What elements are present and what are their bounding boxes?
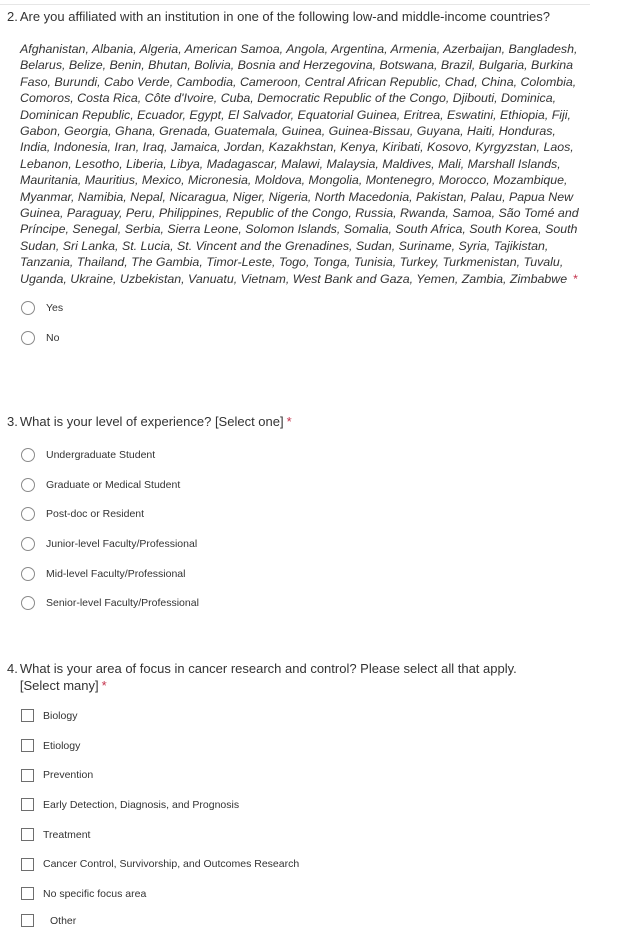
country-list-text: Afghanistan, Albania, Algeria, American Samoa, Angola, Argentina, Armenia, Azerbaijan, Bangladesh, Belarus, Belize, Benin, Bhutan, Bolivia, Bosnia and Herzegovina, Botswana, Brazil, Bulgaria, Burkina Faso, Burundi, Cabo Verde, Cambodia, Cameroon, Central African Republic, Chad, China, Colombia, Comoros, Costa Rica, Côte d'Ivoire, Cuba, Democratic Republic of the Congo, Djibouti, Dominica, Dominican Republic, Ecuador, Egypt, El Salvador, Equatorial Guinea, Eritrea, Eswatini, Ethiopia, Fiji, Gabon, Georgia, Ghana, Grenada, Guatemala, Guinea, Guinea-Bissau, Guyana, Haiti, Honduras, India, Indonesia, Iran, Iraq, Jamaica, Jordan, Kazakhstan, Kenya, Kiribati, Kosovo, Kyrgyzstan, Laos, Lebanon, Lesotho, Liberia, Libya, Madagascar, Malawi, Malaysia, Maldives, Mali, Marshall Islands, Mauritania, Mauritius, Mexico, Micronesia, Moldova, Mongolia, Montenegro, Morocco, Mozambique, Myanmar, Namibia, Nepal, Nicaragua, Niger, Nigeria, North Macedonia, Pakistan, Palau, Papua New Guinea, Paraguay, Peru, Philippines, Republic of the Congo, Russia, Rwanda, Samoa, São Tomé and Príncipe, Senegal, Serbia, Sierra Leone, Solomon Islands, Somalia, South Africa, South Korea, South Sudan, Sri Lanka, St. Lucia, St. Vincent and the Grenadines, Sudan, Suriname, Syria, Tajikistan, Tanzania, Thailand, The Gambia, Timor-Leste, Togo, Tonga, Tunisia, Turkey, Turkmenistan, Tuvalu, Uganda, Ukraine, Uzbekistan, Vanuatu, Vietnam, West Bank and Gaza, Yemen, Zambia, Zimbabwe	[20, 42, 579, 286]
radio-button[interactable]	[21, 507, 35, 521]
radio-button[interactable]	[21, 567, 35, 581]
option-label: Cancer Control, Survivorship, and Outcomes Research	[43, 858, 300, 871]
option-no-specific-focus[interactable]	[21, 879, 634, 909]
radio-button[interactable]	[21, 537, 35, 551]
option-label: Mid-level Faculty/Professional	[46, 567, 186, 580]
option-label: Treatment	[43, 828, 91, 841]
question-4	[7, 660, 634, 933]
radio-button[interactable]	[21, 478, 35, 492]
checkbox[interactable]	[21, 914, 34, 927]
question-3-text: What is your level of experience? [Select one]	[19, 414, 284, 429]
question-2-options	[21, 293, 634, 352]
option-graduate-or-medical-student[interactable]	[21, 470, 634, 500]
required-mark: *	[101, 678, 107, 693]
option-label: Biology	[43, 709, 78, 722]
option-early-detection[interactable]	[21, 790, 634, 820]
checkbox[interactable]	[21, 798, 34, 811]
option-senior-level[interactable]	[21, 588, 634, 618]
option-label: Undergraduate Student	[46, 448, 156, 461]
checkbox[interactable]	[21, 887, 34, 900]
question-2	[7, 8, 634, 352]
checkbox[interactable]	[21, 709, 34, 722]
question-4-title	[7, 660, 547, 694]
option-label: No specific focus area	[43, 887, 147, 900]
option-other[interactable]	[21, 909, 634, 933]
option-label: Post-doc or Resident	[46, 508, 145, 521]
radio-button[interactable]	[21, 331, 35, 345]
checkbox[interactable]	[21, 769, 34, 782]
option-label: Early Detection, Diagnosis, and Prognosis	[43, 798, 240, 811]
top-divider	[0, 4, 590, 5]
option-label: Yes	[46, 301, 64, 314]
option-prevention[interactable]	[21, 760, 634, 790]
option-label: Junior-level Faculty/Professional	[46, 537, 198, 550]
option-label: Prevention	[43, 769, 94, 782]
option-label: No	[46, 331, 60, 344]
question-2-title	[7, 8, 634, 25]
question-4-number: 4.	[7, 661, 18, 676]
required-mark: *	[573, 271, 578, 286]
option-mid-level[interactable]	[21, 559, 634, 589]
option-label: Other	[50, 914, 77, 927]
checkbox[interactable]	[21, 858, 34, 871]
question-3	[7, 413, 634, 618]
option-label: Graduate or Medical Student	[46, 478, 181, 491]
radio-button[interactable]	[21, 301, 35, 315]
option-no[interactable]	[21, 323, 634, 353]
option-etiology[interactable]	[21, 731, 634, 761]
option-cancer-control[interactable]	[21, 849, 634, 879]
question-4-options	[21, 701, 634, 933]
option-biology[interactable]	[21, 701, 634, 731]
question-2-number: 2.	[7, 9, 18, 24]
option-junior-level[interactable]	[21, 529, 634, 559]
option-label: Senior-level Faculty/Professional	[46, 597, 199, 610]
option-treatment[interactable]	[21, 820, 634, 850]
option-yes[interactable]	[21, 293, 634, 323]
option-post-doc-or-resident[interactable]	[21, 499, 634, 529]
checkbox[interactable]	[21, 739, 34, 752]
country-list	[20, 41, 580, 287]
option-undergraduate-student[interactable]	[21, 440, 634, 470]
question-3-title	[7, 413, 634, 430]
radio-button[interactable]	[21, 596, 35, 610]
question-2-text: Are you affiliated with an institution in one of the following low-and middle-income countries?	[19, 9, 551, 24]
required-mark: *	[286, 414, 292, 429]
checkbox[interactable]	[21, 828, 34, 841]
option-label: Etiology	[43, 739, 81, 752]
question-3-options	[21, 440, 634, 618]
question-4-text: What is your area of focus in cancer research and control? Please select all that apply. [Select many]	[19, 661, 517, 693]
question-3-number: 3.	[7, 414, 18, 429]
radio-button[interactable]	[21, 448, 35, 462]
